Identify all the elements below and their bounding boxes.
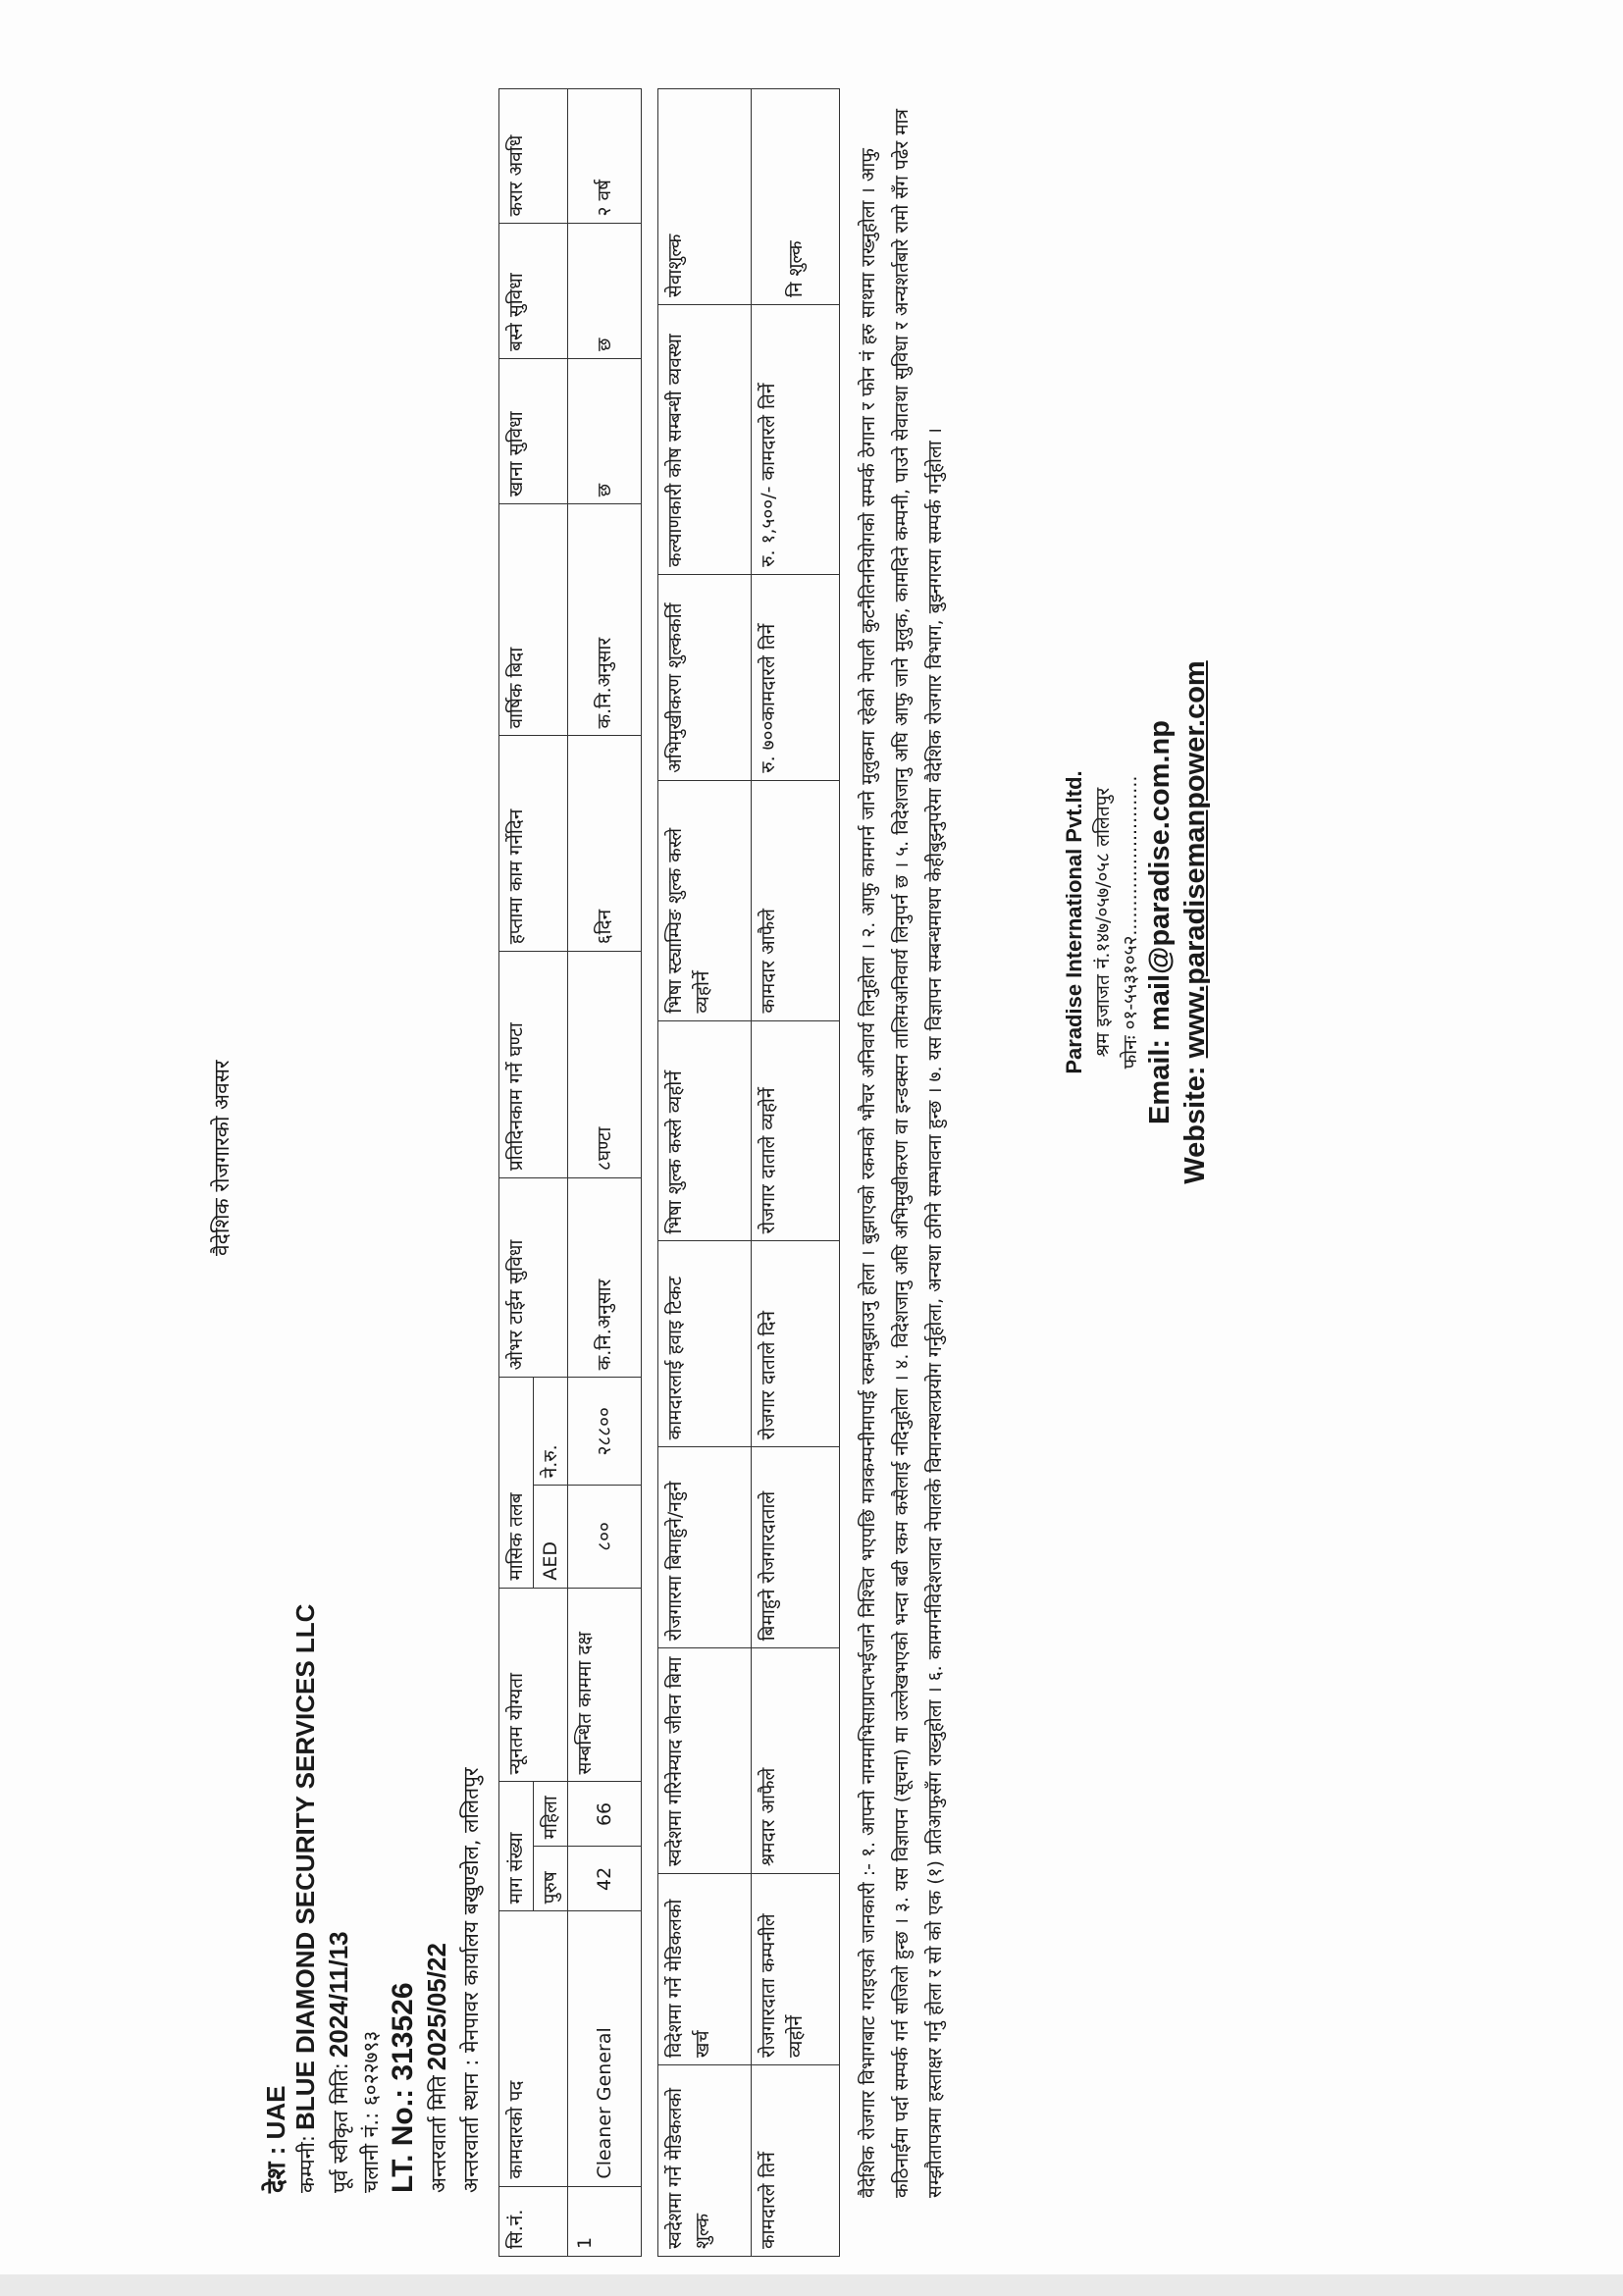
department-notice: वैदेशिक रोजगार विभागबाट गराइएको जानकारी :- १. आफ्नो नाममाभिसाप्राप्तभईजाने निश्चित भएपछि मात्रकम्पनीमापाई रकमबुझाउनु होला । बुझाएको रकमको भौचर अनिवार्य लिनुहोला । २. आफु कामगर्न जाने मुलुकमा रहेको नेपाली कुटनैतिननियोगको सम्पर्क ठेगाना र फोन नं हरु साथमा राख्नुहोला । आफु कठिनाईमा पर्दा सम्पर्क गर्न सजिलो हुन्छ । ३. यस विज्ञापन (सूचना) मा उल्लेखभएको भन्दा बढी रकम कसैलाई नदिनुहोला । ४. विदेशजानु अघि अभिमुखीकरण वा इन्डक्सन तालिमअनिवार्य लिनुपर्न छ । ५. विदेशजानु अघि आफु जाने मुलुक, कामदिने कम्पनी, पाउने सेवातथा सुविधा र अन्यशर्तबारे रामो सँग पढेर मात्र सम्झौतापत्रमा हस्ताक्षर गर्नु होला र सो को एक (१) प्रतिआफुसँग राख्नुहोला । ६. कामगर्नविदेशजादा नेपालके विमानस्थलप्रयोग गर्नुहोला, अन्यथा ठगिने सम्भावना हुन्छ । ७. यस विज्ञापन सम्बन्धमाथप केहीबुझ्नुपरेमा वैदेशिक रोजगार विभाग, बुझ्नगरमा सम्पर्क गर्नुहोला ।: [858, 108, 946, 2198]
cell-daily-hours: ८घण्टा: [568, 952, 642, 1178]
approval-date: 2024/11/13: [324, 1931, 353, 2059]
cell-qualification: सम्बन्धित काममा दक्ष: [568, 1588, 642, 1782]
interview-date-line: [422, 1943, 452, 2193]
chalani-number: चलानी नं.: ६०२२७९३: [359, 2030, 383, 2193]
website-label: Website:: [1179, 1066, 1211, 1184]
cell-food: छ: [568, 358, 642, 503]
cost-air-ticket: रोजगार दाताले दिने: [752, 1241, 840, 1447]
cost-header-welfare-fund: कल्याणकारी कोष सम्बन्धी व्यवस्था: [658, 304, 752, 574]
agency-email: Email: mail@paradise.com.np: [1144, 720, 1176, 1124]
approval-line: [324, 1931, 354, 2193]
cost-life-insurance: श्रमदार आफैले: [752, 1648, 840, 1874]
header-npr: ने.रु.: [534, 1378, 568, 1486]
cost-visa-fee: रोजगार दाताले व्यहोर्ने: [752, 1020, 840, 1241]
interview-date: 2025/05/22: [422, 1943, 451, 2071]
cost-employment-insurance: बिमाहुने रोजगारदाताले: [752, 1447, 840, 1648]
header-sn: सि.नं.: [499, 2186, 568, 2256]
cost-table-header-row: [658, 89, 752, 2257]
cell-overtime: क.नि.अनुसार: [568, 1178, 642, 1378]
cost-table-row: [752, 89, 840, 2257]
cost-header-home-medical: स्वदेशमा गर्ने मेडिकलको शुल्क: [658, 2065, 752, 2257]
cost-service-fee: नि शुल्क: [752, 89, 840, 305]
cell-npr: २८८००: [568, 1378, 642, 1486]
header-male: पुरुष: [534, 1847, 568, 1911]
company-name: BLUE DIAMOND SECURITY SERVICES LLC: [290, 1603, 320, 2130]
company-label: कम्पनी:: [295, 2135, 319, 2193]
cost-header-orientation: अभिमुखीकरण शुल्ककर्ति: [658, 574, 752, 780]
cell-weekly-days: ६दिन: [568, 736, 642, 952]
lt-number: LT. No.: 313526: [387, 1982, 419, 2193]
cell-annual-leave: क.नि.अनुसार: [568, 504, 642, 736]
job-table-row: [568, 89, 642, 2257]
header-female: महिला: [534, 1782, 568, 1847]
website-link[interactable]: www.paradisemanpower.com: [1179, 660, 1211, 1059]
cell-female: 66: [568, 1782, 642, 1847]
cost-welfare-fund: रु. १,५००/- कामदारले तिर्ने: [752, 304, 840, 574]
cost-home-medical: कामदारले तिर्ने: [752, 2065, 840, 2257]
header-weekly-days: हप्तामा काम गर्नेदिन: [499, 736, 568, 952]
cell-aed: ८००: [568, 1486, 642, 1588]
agency-phone: फोनः ०१-५५३१०५२...........................: [1120, 775, 1141, 1070]
cell-sn: 1: [568, 2186, 642, 2256]
header-annual-leave: वार्षिक बिदा: [499, 504, 568, 736]
approval-label: पूर्व स्वीकृत मिति:: [329, 2062, 352, 2193]
header-overtime: ओभर टाईम सुविधा: [499, 1178, 568, 1378]
header-salary: मासिक तलब: [499, 1378, 534, 1588]
page-heading: वैदेशिक रोजगारको अवसर: [210, 1060, 234, 1256]
header-position: कामदारको पद: [499, 1911, 568, 2186]
cell-contract: २ वर्ष: [568, 89, 642, 224]
header-daily-hours: प्रतिदिनकाम गर्ने घण्टा: [499, 952, 568, 1178]
interview-place: अन्तरवार्ता स्थान : मेनपावर कार्यालय बखुण्डोल, ललितपुर: [459, 1767, 483, 2193]
header-aed: AED: [534, 1486, 568, 1588]
cost-header-abroad-medical: विदेशमा गर्ने मेडिकलको खर्च: [658, 1874, 752, 2065]
header-accommodation: बस्ने सुविधा: [499, 224, 568, 358]
cell-accommodation: छ: [568, 224, 642, 358]
cost-header-employment-insurance: रोजगारमा बिमाहुने/नहुने: [658, 1447, 752, 1648]
country: देश : UAE: [261, 2085, 290, 2193]
agency-license: श्रम इजाजत नं.१४७/०५७/०५८ ललितपुर: [1092, 787, 1114, 1058]
header-qualification: न्यूनतम योग्यता: [499, 1588, 568, 1782]
cost-header-visa-fee: भिषा शुल्क कस्ले व्यहोर्ने: [658, 1020, 752, 1241]
agency-name: Paradise International Pvt.ltd.: [1062, 770, 1086, 1074]
header-contract: करार अवधि: [499, 89, 568, 224]
company-line: [290, 1604, 321, 2193]
cost-abroad-medical: रोजगारदाता कम्पनीले व्यहोर्ने: [752, 1874, 840, 2065]
cell-male: 42: [568, 1847, 642, 1911]
cost-header-visa-stamping: भिषा स्ट्याम्पिङ शुल्क कस्ले व्यहोर्ने: [658, 780, 752, 1020]
agency-website-line: [1179, 481, 1212, 1364]
header-count: माग संख्या: [499, 1782, 534, 1911]
cost-orientation: रु. ७००कामदारले तिर्ने: [752, 574, 840, 780]
cost-header-air-ticket: कामदारलाई हवाइ टिकट: [658, 1241, 752, 1447]
cell-position: Cleaner General: [568, 1911, 642, 2186]
interview-date-label: अन्तरवार्ता मिति: [427, 2075, 450, 2193]
job-table: [498, 88, 642, 2257]
cost-header-life-insurance: स्वदेशमा गरिनेम्याद जीवन बिमा: [658, 1648, 752, 1874]
cost-header-service-fee: सेवाशुल्क: [658, 89, 752, 305]
cost-table: [657, 88, 840, 2257]
cost-visa-stamping: कामदार आफैले: [752, 780, 840, 1020]
header-food: खाना सुविधा: [499, 358, 568, 503]
job-table-header-row: [499, 89, 534, 2257]
